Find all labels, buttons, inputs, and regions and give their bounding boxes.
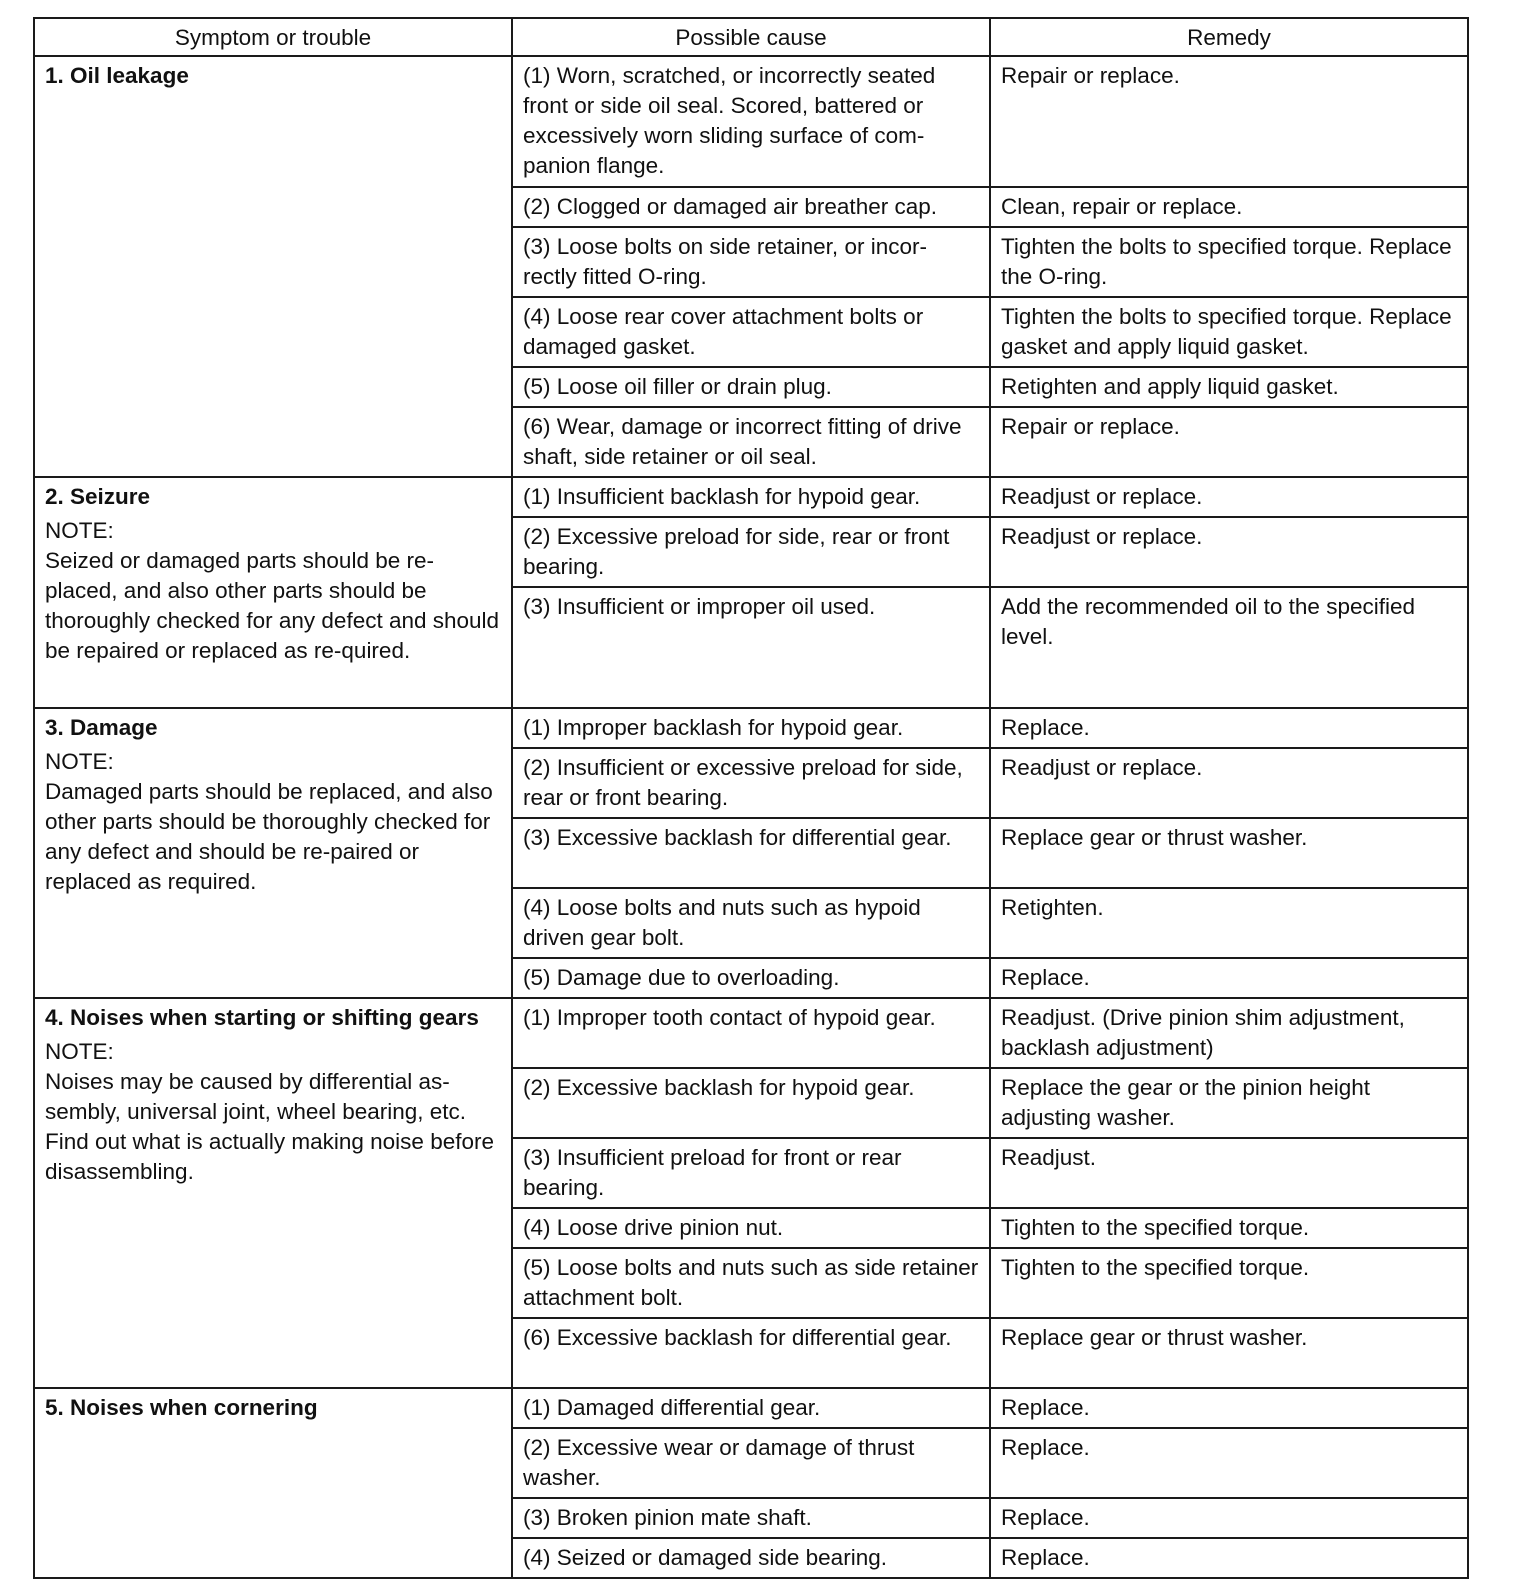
remedy-cell: Replace the gear or the pinion height adjusting washer. (990, 1068, 1468, 1138)
header-cause: Possible cause (512, 18, 990, 56)
remedy-cell: Readjust. (Drive pinion shim adjustment, backlash adjustment) (990, 998, 1468, 1068)
symptom-cell (34, 56, 512, 477)
note-label: NOTE: (45, 518, 114, 543)
cause-cell: (2) Excessive backlash for hypoid gear. (512, 1068, 990, 1138)
cause-cell: (4) Loose drive pinion nut. (512, 1208, 990, 1248)
cause-cell: (3) Insufficient or improper oil used. (512, 587, 990, 708)
remedy-cell: Repair or replace. (990, 407, 1468, 477)
cause-cell: (6) Excessive backlash for differential gear. (512, 1318, 990, 1388)
cause-cell: (5) Loose oil filler or drain plug. (512, 367, 990, 407)
cause-cell: (1) Worn, scratched, or incorrectly seated front or side oil seal. Scored, battered or excessively worn sliding surface of com-panion flange. (512, 56, 990, 187)
symptom-cell (34, 998, 512, 1388)
cause-cell: (3) Excessive backlash for differential gear. (512, 818, 990, 888)
note-label: NOTE: (45, 749, 114, 774)
symptom-title: 1. Oil leakage (45, 63, 189, 88)
cause-cell: (2) Excessive wear or damage of thrust washer. (512, 1428, 990, 1498)
remedy-cell: Retighten. (990, 888, 1468, 958)
remedy-cell: Replace gear or thrust washer. (990, 818, 1468, 888)
note-text: Seized or damaged parts should be re-placed, and also other parts should be thoroughly checked for any defect and should be repaired or replaced as re-quired. (45, 548, 500, 663)
remedy-cell: Readjust or replace. (990, 517, 1468, 587)
table-body (34, 56, 1468, 1578)
symptom-cell (34, 1388, 512, 1578)
remedy-cell: Replace. (990, 1428, 1468, 1498)
header-remedy: Remedy (990, 18, 1468, 56)
remedy-cell: Tighten to the specified torque. (990, 1248, 1468, 1318)
remedy-cell: Replace gear or thrust washer. (990, 1318, 1468, 1388)
cause-cell: (2) Insufficient or excessive preload for side, rear or front bearing. (512, 748, 990, 818)
remedy-cell: Readjust. (990, 1138, 1468, 1208)
cause-cell: (3) Insufficient preload for front or rear bearing. (512, 1138, 990, 1208)
cause-cell: (5) Loose bolts and nuts such as side retainer attachment bolt. (512, 1248, 990, 1318)
cause-cell: (1) Improper tooth contact of hypoid gear. (512, 998, 990, 1068)
cause-cell: (4) Seized or damaged side bearing. (512, 1538, 990, 1578)
note-text: Damaged parts should be replaced, and also other parts should be thoroughly checked for any defect and should be re-paired or replaced as required. (45, 779, 493, 894)
remedy-cell: Replace. (990, 958, 1468, 998)
table-row (34, 998, 1468, 1068)
cause-cell: (3) Broken pinion mate shaft. (512, 1498, 990, 1538)
header-row (34, 18, 1468, 56)
symptom-title: 3. Damage (45, 715, 158, 740)
cause-cell: (6) Wear, damage or incorrect fitting of drive shaft, side retainer or oil seal. (512, 407, 990, 477)
table-row (34, 708, 1468, 748)
troubleshooting-table (33, 17, 1469, 1579)
remedy-cell: Retighten and apply liquid gasket. (990, 367, 1468, 407)
remedy-cell: Tighten to the specified torque. (990, 1208, 1468, 1248)
remedy-cell: Replace. (990, 708, 1468, 748)
cause-cell: (2) Excessive preload for side, rear or front bearing. (512, 517, 990, 587)
header-symptom: Symptom or trouble (34, 18, 512, 56)
remedy-cell: Replace. (990, 1498, 1468, 1538)
cause-cell: (5) Damage due to overloading. (512, 958, 990, 998)
symptom-title: 2. Seizure (45, 484, 151, 509)
cause-cell: (1) Insufficient backlash for hypoid gear. (512, 477, 990, 517)
symptom-cell (34, 708, 512, 998)
remedy-cell: Replace. (990, 1538, 1468, 1578)
remedy-cell: Add the recommended oil to the specified level. (990, 587, 1468, 708)
cause-cell: (2) Clogged or damaged air breather cap. (512, 187, 990, 227)
table-row (34, 477, 1468, 517)
remedy-cell: Tighten the bolts to specified torque. Replace the O-ring. (990, 227, 1468, 297)
cause-cell: (1) Improper backlash for hypoid gear. (512, 708, 990, 748)
symptom-cell (34, 477, 512, 708)
remedy-cell: Tighten the bolts to specified torque. Replace gasket and apply liquid gasket. (990, 297, 1468, 367)
cause-cell: (4) Loose bolts and nuts such as hypoid driven gear bolt. (512, 888, 990, 958)
remedy-cell: Replace. (990, 1388, 1468, 1428)
remedy-cell: Repair or replace. (990, 56, 1468, 187)
troubleshooting-page (33, 17, 1469, 1579)
symptom-title: 5. Noises when cornering (45, 1395, 318, 1420)
table-row (34, 56, 1468, 187)
cause-cell: (4) Loose rear cover attachment bolts or damaged gasket. (512, 297, 990, 367)
note-text: Noises may be caused by differential as-sembly, universal joint, wheel bearing, etc. Find out what is actually making noise before disassembling. (45, 1069, 494, 1184)
cause-cell: (3) Loose bolts on side retainer, or incor-rectly fitted O-ring. (512, 227, 990, 297)
note-label: NOTE: (45, 1039, 114, 1064)
remedy-cell: Clean, repair or replace. (990, 187, 1468, 227)
remedy-cell: Readjust or replace. (990, 748, 1468, 818)
table-row (34, 1388, 1468, 1428)
remedy-cell: Readjust or replace. (990, 477, 1468, 517)
cause-cell: (1) Damaged differential gear. (512, 1388, 990, 1428)
symptom-title: 4. Noises when starting or shifting gears (45, 1005, 479, 1030)
